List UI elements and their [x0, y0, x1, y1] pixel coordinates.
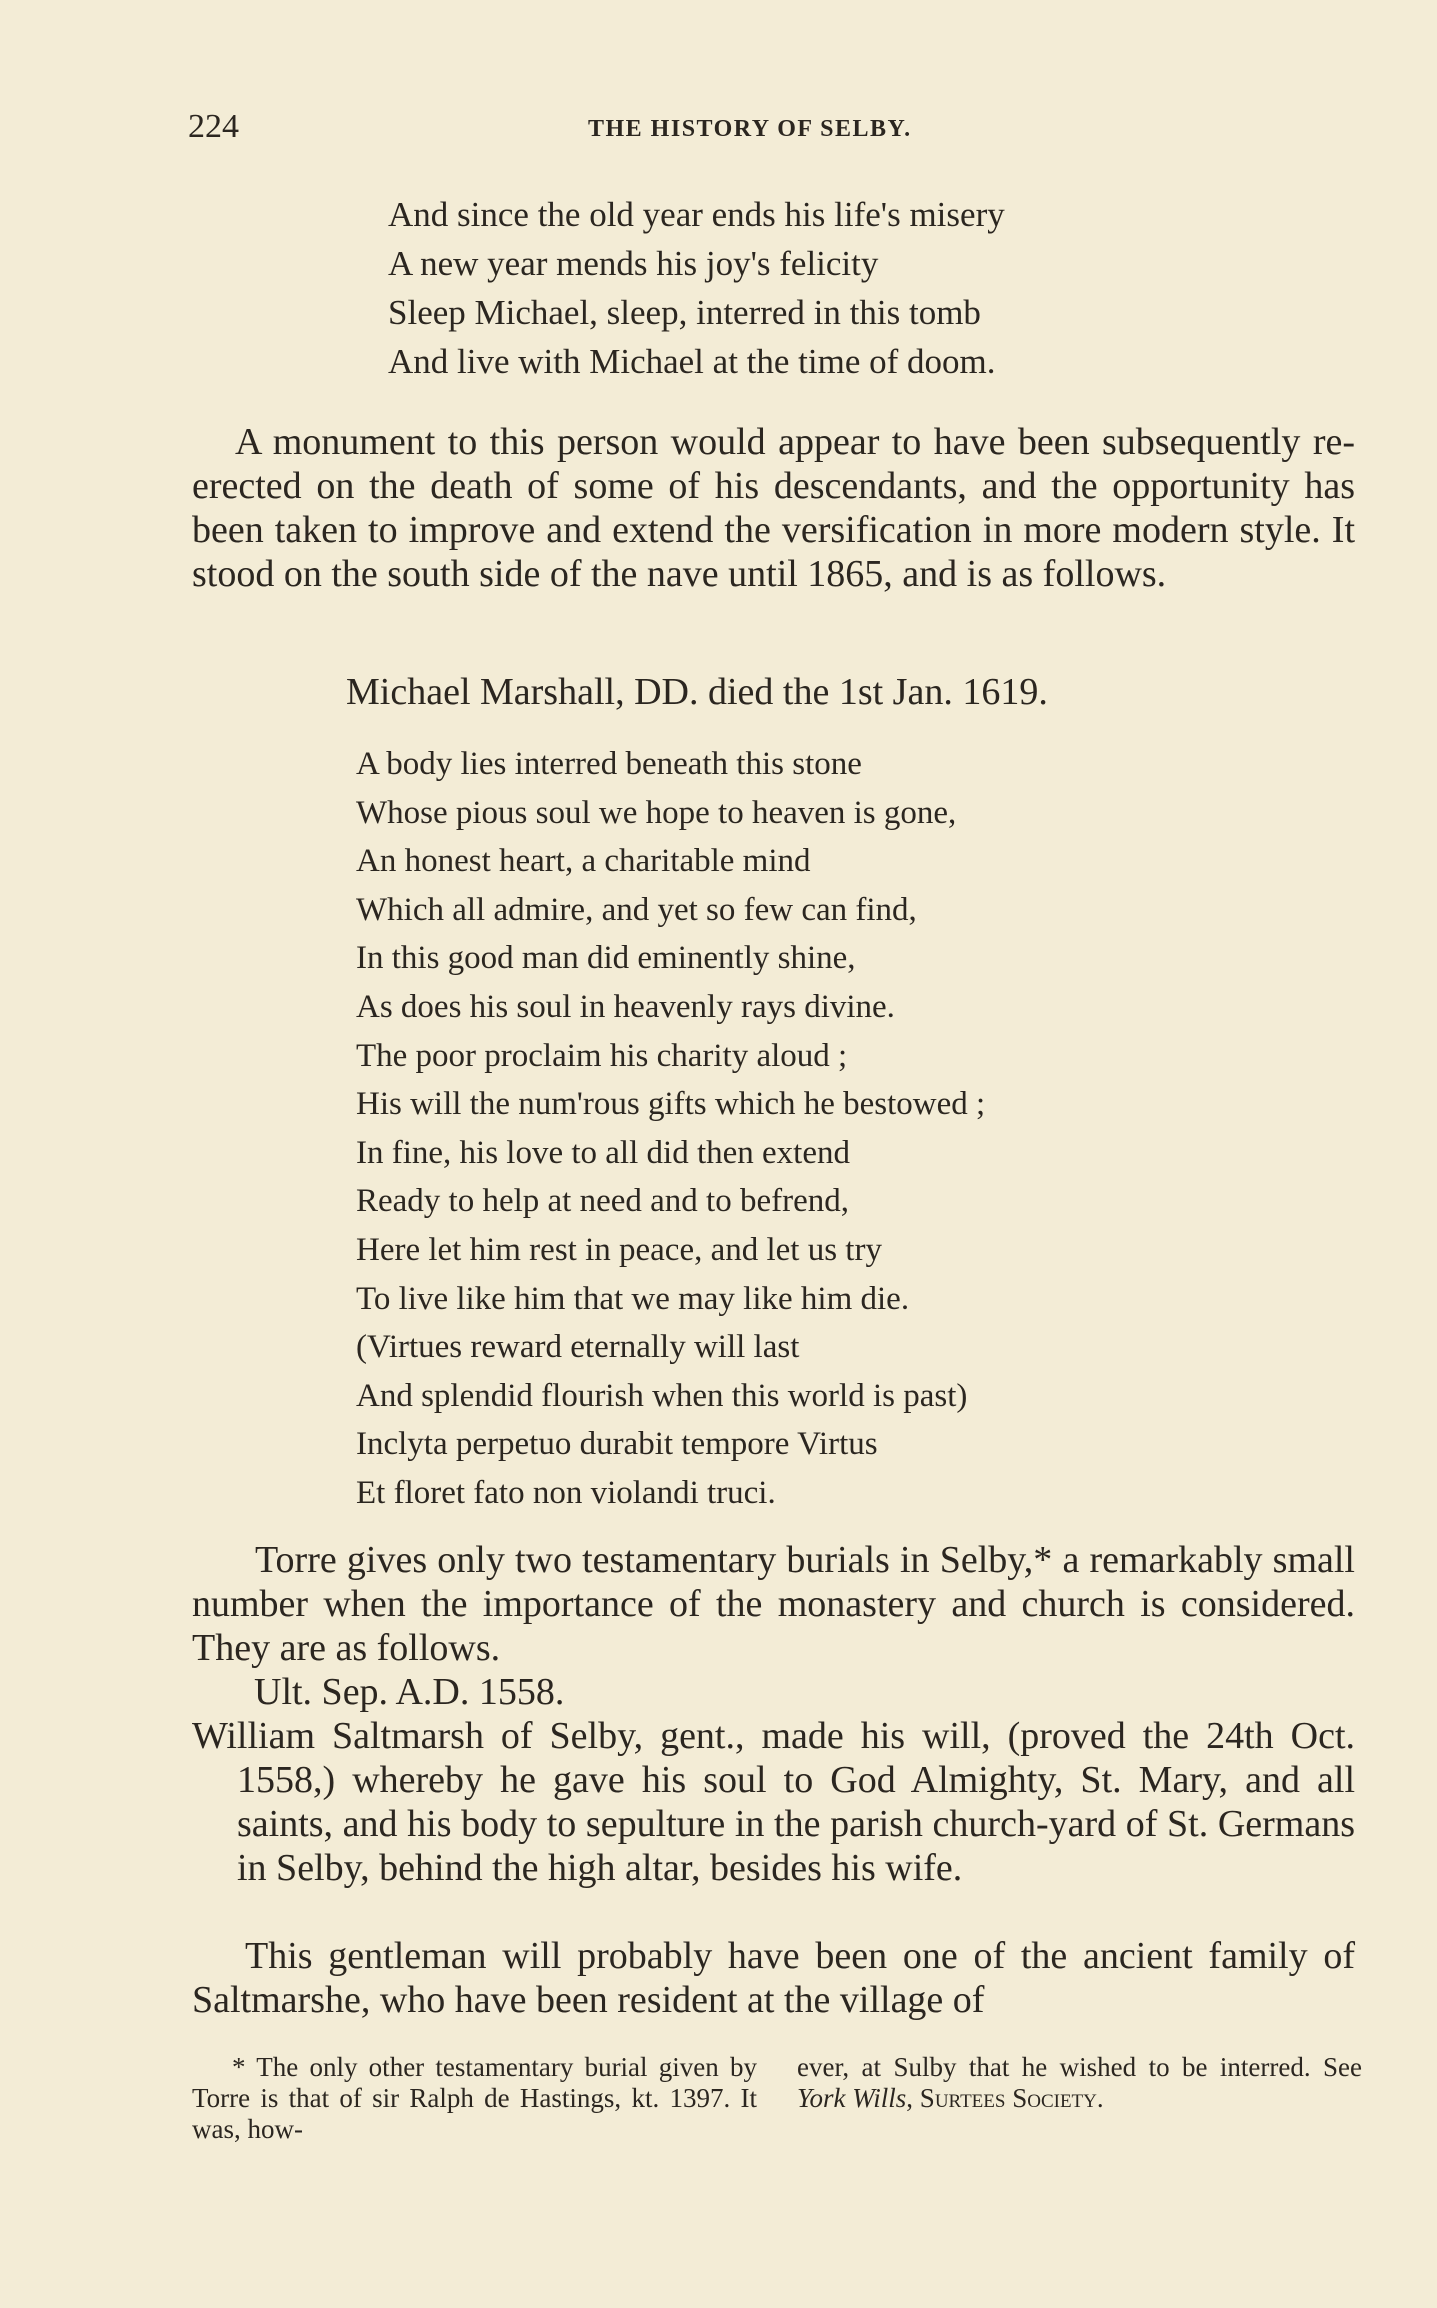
verse-line: Et floret fato non violandi truci.: [356, 1474, 776, 1511]
footnote-end: .: [1096, 2083, 1104, 2113]
verse-line: A body lies interred beneath this stone: [356, 746, 862, 782]
verse-line: Ready to help at need and to befrend,: [356, 1183, 849, 1220]
verse-line: Whose pious soul we hope to heaven is gone,: [356, 794, 957, 831]
page-header: [188, 108, 1360, 148]
verse-line: Which all admire, and yet so few can find,: [356, 891, 917, 928]
verse-line: His will the num'rous gifts which he bestowed ;: [356, 1086, 986, 1123]
footnote-left-column: * The only other testamentary burial given by Torre is that of sir Ralph de Hastings, kt. 1397. It was, how-: [192, 2052, 757, 2144]
footnote-text: ever, at Sulby that he wished to be interred. See: [797, 2052, 1362, 2082]
verse-line: And since the old year ends his life's misery: [388, 195, 1005, 234]
paragraph-torre: Torre gives only two testamentary burials in Selby,* a remarkably small number when the importance of the monastery and church is considered. They are as follows.: [192, 1539, 1355, 1669]
footnote-separator: ,: [906, 2083, 920, 2113]
verse-line: Here let him rest in peace, and let us try: [356, 1231, 882, 1268]
verse-line: A new year mends his joy's felicity: [388, 244, 879, 283]
paragraph-monument: A monument to this person would appear to have been subsequently re-erected on the death of some of his descendants, and the opportunity has been taken to improve and extend the versification in more modern style. It stood on the south side of the nave until 1865, and is as follows.: [192, 421, 1355, 595]
footnote-right-column: [797, 2052, 1362, 2114]
verse-line: Inclyta perpetuo durabit tempore Virtus: [356, 1426, 878, 1463]
verse-line: (Virtues reward eternally will last: [356, 1329, 800, 1366]
verse-line: An honest heart, a charitable mind: [356, 843, 811, 880]
footnote-citation: York Wills: [797, 2083, 907, 2113]
epitaph-verse: [356, 740, 985, 1518]
footnote-society: Surtees Society: [919, 2083, 1097, 2113]
paragraph-saltmarshe: This gentleman will probably have been one of the ancient family of Saltmarshe, who have been resident at the village of: [192, 1935, 1355, 2021]
verse-line: The poor proclaim his charity aloud ;: [356, 1037, 848, 1074]
verse-line: And splendid flourish when this world is past): [356, 1377, 968, 1414]
verse-line: To live like him that we may like him die.: [356, 1280, 910, 1317]
page-number: 224: [188, 108, 239, 145]
opening-verse: [388, 190, 1005, 386]
verse-line: As does his soul in heavenly rays divine.: [356, 988, 895, 1025]
epitaph-title: Michael Marshall, DD. died the 1st Jan. 1619.: [346, 671, 1048, 713]
verse-line: In this good man did eminently shine,: [356, 940, 856, 977]
running-title: THE HISTORY OF SELBY.: [588, 116, 912, 142]
verse-line: And live with Michael at the time of doom.: [388, 342, 996, 381]
burial-date: Ult. Sep. A.D. 1558.: [254, 1671, 565, 1713]
paragraph-will: William Saltmarsh of Selby, gent., made his will, (proved the 24th Oct. 1558,) whereby he gave his soul to God Almighty, St. Mary, and all saints, and his body to sepulture in the parish church-yard of St. Germans in Selby, behind the high altar, besides his wife.: [192, 1715, 1355, 1889]
verse-line: Sleep Michael, sleep, interred in this tomb: [388, 293, 981, 332]
verse-line: In fine, his love to all did then extend: [356, 1134, 850, 1171]
